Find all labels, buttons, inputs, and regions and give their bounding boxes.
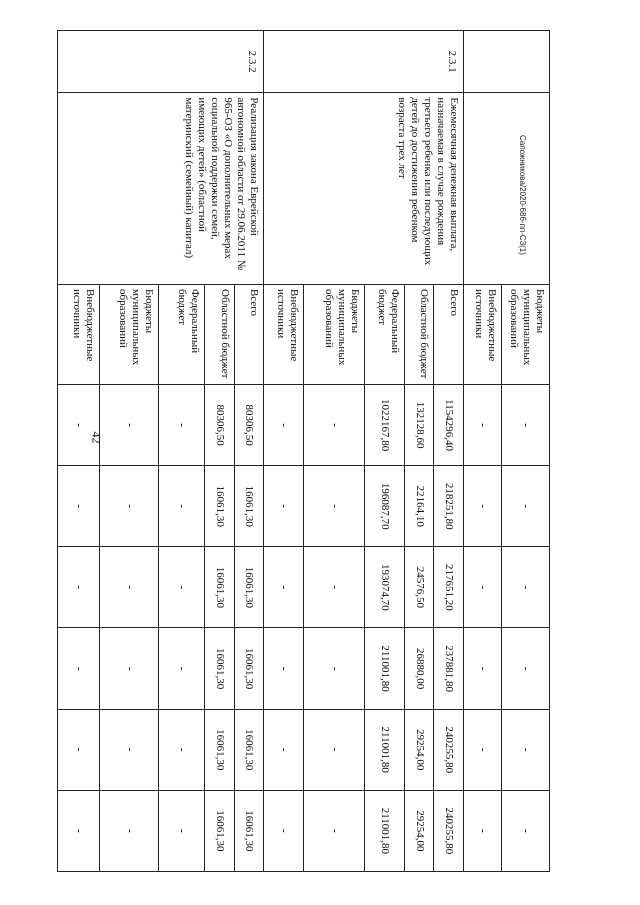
amount-cell: - [100, 385, 159, 466]
amount-cell: - [264, 385, 304, 466]
measure-name [463, 93, 549, 285]
amount-cell: - [159, 466, 205, 547]
amount-cell: 29254,00 [404, 790, 433, 871]
table-row [501, 31, 549, 872]
measure-code: 2.3.2 [58, 31, 264, 93]
budget-table [57, 30, 550, 872]
amount-cell: - [100, 709, 159, 790]
funding-source: Всего [434, 285, 463, 385]
amount-cell: - [58, 628, 100, 709]
amount-cell: 218251,80 [434, 466, 463, 547]
amount-cell: - [100, 547, 159, 628]
amount-cell: - [463, 547, 501, 628]
amount-cell: 16061,30 [205, 466, 234, 547]
amount-cell: 16061,30 [205, 790, 234, 871]
amount-cell: 211001,80 [365, 709, 405, 790]
amount-cell: - [463, 466, 501, 547]
measure-name: Реализация закона Еврейской автономной области от 29.06.2011 № 965-ОЗ «О дополнительных мерах социальной поддержки семей, имеющих детей» (областной материнский (семейный) капитал) [58, 93, 264, 285]
amount-cell: - [100, 466, 159, 547]
table-row [434, 31, 463, 872]
funding-source: Внебюджетные источники [463, 285, 501, 385]
amount-cell: - [501, 790, 549, 871]
amount-cell: - [58, 790, 100, 871]
table-body [58, 31, 550, 872]
amount-cell: - [501, 709, 549, 790]
amount-cell: 80306,50 [234, 385, 263, 466]
amount-cell: 217651,20 [434, 547, 463, 628]
amount-cell: - [159, 547, 205, 628]
table-row [234, 31, 263, 872]
amount-cell: 16061,30 [234, 790, 263, 871]
amount-cell: 80306,50 [205, 385, 234, 466]
funding-source: Всего [234, 285, 263, 385]
amount-cell: - [159, 628, 205, 709]
amount-cell: - [501, 466, 549, 547]
amount-cell: - [501, 385, 549, 466]
amount-cell: - [264, 547, 304, 628]
amount-cell: - [100, 628, 159, 709]
amount-cell: - [501, 547, 549, 628]
amount-cell: - [58, 709, 100, 790]
funding-source: Бюджеты муниципальных образований [501, 285, 549, 385]
amount-cell: 237881,80 [434, 628, 463, 709]
amount-cell: 26880,00 [404, 628, 433, 709]
amount-cell: - [304, 628, 365, 709]
amount-cell: 1022167,80 [365, 385, 405, 466]
amount-cell: 211001,80 [365, 628, 405, 709]
funding-source: Областной бюджет [205, 285, 234, 385]
amount-cell: - [58, 547, 100, 628]
amount-cell: 240255,80 [434, 709, 463, 790]
amount-cell: - [304, 466, 365, 547]
funding-source: Федеральный бюджет [159, 285, 205, 385]
amount-cell: 193074,70 [365, 547, 405, 628]
funding-source: Бюджеты муниципальных образований [100, 285, 159, 385]
amount-cell: - [304, 709, 365, 790]
amount-cell: - [463, 709, 501, 790]
funding-source: Бюджеты муниципальных образований [304, 285, 365, 385]
amount-cell: - [159, 790, 205, 871]
amount-cell: - [304, 385, 365, 466]
amount-cell: 24576,50 [404, 547, 433, 628]
amount-cell: 16061,30 [205, 628, 234, 709]
amount-cell: 211001,80 [365, 790, 405, 871]
amount-cell: - [463, 790, 501, 871]
amount-cell: - [264, 466, 304, 547]
amount-cell: - [159, 385, 205, 466]
amount-cell: 16061,30 [205, 547, 234, 628]
amount-cell: - [58, 385, 100, 466]
document-stamp: Сапожникова/2020-686-пп-C3(1) [518, 135, 527, 255]
amount-cell: - [264, 709, 304, 790]
page-number: 42 [89, 431, 104, 444]
amount-cell: - [264, 790, 304, 871]
funding-source: Федеральный бюджет [365, 285, 405, 385]
amount-cell: 16061,30 [234, 547, 263, 628]
measure-name: Ежемесячная денежная выплата, назначаемая в случае рождения третьего ребенка или последующих детей до достижения ребенком возраста трех лет [264, 93, 464, 285]
amount-cell: 22164,10 [404, 466, 433, 547]
amount-cell: - [100, 790, 159, 871]
amount-cell: - [463, 385, 501, 466]
amount-cell: - [501, 628, 549, 709]
funding-source: Внебюджетные источники [264, 285, 304, 385]
measure-code [463, 31, 549, 93]
amount-cell: 16061,30 [205, 709, 234, 790]
amount-cell: 240255,80 [434, 790, 463, 871]
amount-cell: 29254,00 [404, 709, 433, 790]
amount-cell: 16061,30 [234, 709, 263, 790]
amount-cell: 132128,60 [404, 385, 433, 466]
measure-code: 2.3.1 [264, 31, 464, 93]
amount-cell: - [304, 547, 365, 628]
funding-source: Областной бюджет [404, 285, 433, 385]
amount-cell: 196087,70 [365, 466, 405, 547]
amount-cell: - [58, 466, 100, 547]
amount-cell: 16061,30 [234, 628, 263, 709]
amount-cell: 1154296,40 [434, 385, 463, 466]
funding-source: Внебюджетные источники [58, 285, 100, 385]
amount-cell: - [463, 628, 501, 709]
amount-cell: - [264, 628, 304, 709]
amount-cell: - [304, 790, 365, 871]
amount-cell: 16061,30 [234, 466, 263, 547]
budget-table-container [57, 30, 550, 872]
amount-cell: - [159, 709, 205, 790]
